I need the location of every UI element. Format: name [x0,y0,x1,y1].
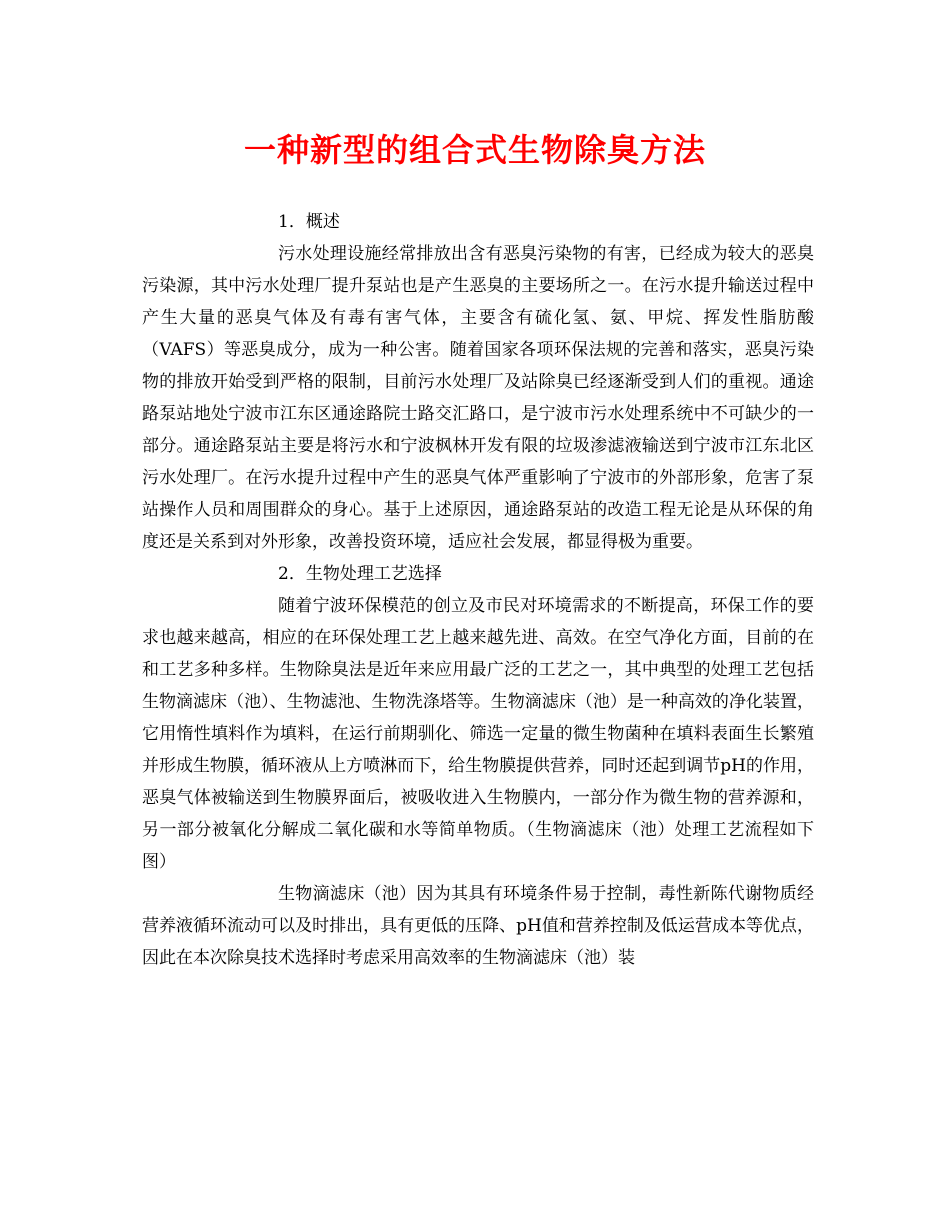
paragraph-process-selection-2: 生物滴滤床（池）因为其具有环境条件易于控制，毒性新陈代谢物质经营养液循环流动可以及时排出，具有更低的压降、pH值和营养控制及低运营成本等优点，因此在本次除臭技术选择时考虑采用高效率的生物滴滤床（池）装 [142,884,814,968]
paragraph-overview: 污水处理设施经常排放出含有恶臭污染物的有害，已经成为较大的恶臭污染源，其中污水处理厂提升泵站也是产生恶臭的主要场所之一。在污水提升输送过程中产生大量的恶臭气体及有毒有害气体，主要含有硫化氢、氨、甲烷、挥发性脂肪酸（VAFS）等恶臭成分，成为一种公害。随着国家各项环保法规的完善和落实，恶臭污染物的排放开始受到严格的限制，目前污水处理厂及站除臭已经逐渐受到人们的重视。通途路泵站地处宁波市江东区通途路院士路交汇路口，是宁波市污水处理系统中不可缺少的一部分。通途路泵站主要是将污水和宁波枫林开发有限的垃圾渗滤液输送到宁波市江东北区污水处理厂。在污水提升过程中产生的恶臭气体严重影响了宁波市的外部形象，危害了泵站操作人员和周围群众的身心。基于上述原因，通途路泵站的改造工程无论是从环保的角度还是关系到对外形象，改善投资环境，适应社会发展，都显得极为重要。 [142,244,814,552]
section-heading-process-selection: 2．生物处理工艺选择 [278,564,442,584]
paragraph-process-selection-1: 随着宁波环保模范的创立及市民对环境需求的不断提高，环保工作的要求也越来越高，相应的在环保处理工艺上越来越先进、高效。在空气净化方面，目前的在和工艺多种多样。生物除臭法是近年来应用最广泛的工艺之一，其中典型的处理工艺包括生物滴滤床（池）、生物滤池、生物洗涤塔等。生物滴滤床（池）是一种高效的净化装置，它用惰性填料作为填料，在运行前期驯化、筛选一定量的微生物菌种在填料表面生长繁殖并形成生物膜，循环液从上方喷淋而下，给生物膜提供营养，同时还起到调节pH的作用，恶臭气体被输送到生物膜界面后，被吸收进入生物膜内，一部分作为微生物的营养源和，另一部分被氧化分解成二氧化碳和水等简单物质。（生物滴滤床（池）处理工艺流程如下图） [142,596,814,872]
document-body [142,206,814,974]
document-title: 一种新型的组合式生物除臭方法 [243,131,706,169]
section-heading-overview: 1．概述 [278,212,340,232]
